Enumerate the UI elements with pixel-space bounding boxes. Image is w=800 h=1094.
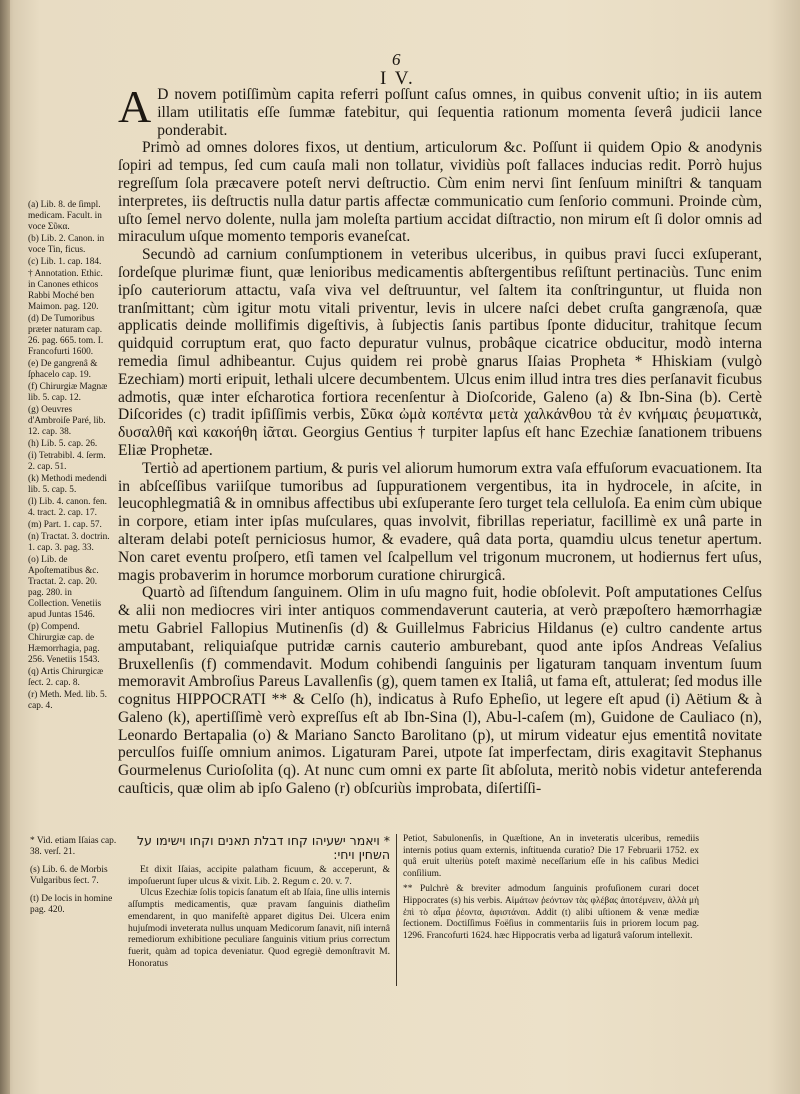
side-note: † Annotation. Ethic. in Canones ethicos Rabbi Moché ben Maimon. pag. 120. xyxy=(28,269,103,312)
footnote-paragraph: ** Pulchrè & breviter admodum ſanguinis profuſionem curari docet Hippocrates (s) his verbis. Αἱμάτων ῥεόντων τὰς φλέβας ἀποτέμνειν, ἀλλὰ μὴ ἐπὶ τὸ αἷμα ῥέοντα, ἀφιστάναι. Addit (t) alibi uſtionem & venæ mediæ ſectionem. Doctiſſimus Foëſius in commentariis ſuis in priorem locum pag. 1296. Francofurti 1624. hæc Hippocratis verba ad ligaturâ vaſorum intellexit. xyxy=(403,884,699,941)
main-text xyxy=(118,81,762,798)
footnote-right-column xyxy=(403,834,699,946)
footnote-margin-notes xyxy=(30,836,122,923)
paragraph-text: D novem potiſſimùm capita referri poſſunt caſus omnes, in quibus convenit uſtio; in iis autem illam utilitatis eſſe ſummæ fatebitur, qui ſequentia rationum momenta ſeverâ judicii lance ponderabit. xyxy=(157,86,762,139)
paragraph: Primò ad omnes dolores fixos, ut dentium, articulorum &c. Poſſunt ii quidem Opio & anodynis ſopiri ad tempus, ſed cum cauſa mali non tollatur, vividiùs poſt fallaces inducias redit. Porrò hujus regreſſum ſola præcavere poteſt nervi deſtructio. Cùm enim nervi ſint ſenſuum miniſtri & tanquam interpretes, iis deſtructis nulla datur partis affectæ communicatio cum ſenſorio communi. Proinde cùm, uſto ſemel nervo dolente, nulla jam moleſta partium accidat diſtractio, non mirum eſt ſi dolor omnis ad miraculum uſque momento temporis evaneſcat. xyxy=(118,139,762,246)
side-note: (c) Lib. 1. cap. 184. xyxy=(28,257,102,267)
drop-cap: A xyxy=(118,81,152,132)
side-note: (d) De Tumoribus præter naturam cap. 26. pag. 665. tom. I. Francofurti 1600. xyxy=(28,314,104,357)
paragraph xyxy=(118,81,762,139)
margin-footnote: (t) De locis in homine pag. 420. xyxy=(30,894,113,915)
side-note: (q) Artis Chirurgicæ ſect. 2. cap. 8. xyxy=(28,667,104,688)
side-note: (r) Meth. Med. lib. 5. cap. 4. xyxy=(28,690,108,711)
margin-footnote: * Vid. etiam Iſaias cap. 38. verſ. 21. xyxy=(30,836,117,857)
side-note: (l) Lib. 4. canon. fen. 4. tract. 2. cap. 17. xyxy=(28,497,107,518)
page-gutter-shadow xyxy=(0,0,10,1094)
side-note: (e) De gangrenâ & ſphacelo cap. 19. xyxy=(28,359,98,380)
column-divider xyxy=(396,834,397,986)
side-note: (m) Part. 1. cap. 57. xyxy=(28,520,102,530)
footnote-left-column xyxy=(128,834,390,969)
side-note: (f) Chirurgiæ Magnæ lib. 5. cap. 12. xyxy=(28,382,108,403)
side-note: (h) Lib. 5. cap. 26. xyxy=(28,439,98,449)
side-note: (k) Methodi medendi lib. 5. cap. 5. xyxy=(28,474,108,495)
side-note: (n) Tractat. 3. doctrin. 1. cap. 3. pag. 33. xyxy=(28,532,110,553)
side-note: (b) Lib. 2. Canon. in voce Tin, ficus. xyxy=(28,234,105,255)
side-notes xyxy=(28,200,112,713)
side-note: (g) Oeuvres d'Ambroiſe Paré, lib. 12. cap. 38. xyxy=(28,405,106,437)
footnote-paragraph: Petiot, Sabulonenſis, in Quæſtione, An in inveteratis ulceribus, remediis internis potius quam externis, inſtituenda curatio? Die 17 Februarii 1752. ex quâ eruit ulteriùs poteſt maximè neceſſarium eſſe in his caſibus Medici conſilium. xyxy=(403,834,699,879)
side-note: (a) Lib. 8. de ſimpl. medicam. Facult. in voce Σῦκα. xyxy=(28,200,102,232)
footnote-translation: Et dixit Iſaias, accipite palatham ficuum, & acceperunt, & impoſuerunt ſuper ulcus & vixit. Lib. 2. Regum c. 20. v. 7. xyxy=(128,864,390,887)
side-note: (o) Lib. de Apoſtematibus &c. Tractat. 2. cap. 20. pag. 280. in Collection. Venetiis apud Juntas 1546. xyxy=(28,555,102,620)
side-note: (p) Compend. Chirurgiæ cap. de Hæmorrhagia, pag. 256. Venetiis 1543. xyxy=(28,622,100,665)
paragraph: Tertiò ad apertionem partium, & puris vel aliorum humorum extra vaſa effuſorum evacuationem. Ita in abſceſſibus variiſque tumoribus ad ſuppurationem vergentibus, ita in hydrocele, in aſcite, in leucophlegmatiâ & in omnibus affectibus ubi exſuperante ſero turget tela celluloſa. Ea enim cùm ubique in corpore, etiam inter ipſas muſculares, quas involvit, fibrillas reperiatur, facillimè ex unâ parte in alteram delabi poteſt perniciosus humor, & evadere, quâ data porta, quamdiu ulcus tenetur apertum. Non caret eventu proſpero, etſi tamen vel ſcalpellum vel trigonum mucronem, ut hodiernus fert uſus, magis probaverim in horumce morborum curatione chirurgicâ. xyxy=(118,459,762,584)
section-number: I V. xyxy=(380,68,415,89)
side-note: (i) Tetrabibl. 4. ſerm. 2. cap. 51. xyxy=(28,451,106,472)
paragraph: Secundò ad carnium conſumptionem in veteribus ulceribus, in quibus pravi ſucci exſuperant, ſordeſque plurimæ fiunt, quæ lenioribus medicamentis abſtergentibus reſiſtunt pertinaciùs. Tunc enim ipſo cauteriorum attactu, vaſa viva vel deſtruuntur, vel ſaltem ita conſtringuntur, ut fluida non tranſmittant; cùm igitur motu vitali priventur, levis in ulcere naſci debet cruſta gangrænoſa, quæ applicatis deinde mollifimis digeſtivis, à ſubjectis ſanis partibus ſponte diducitur, trahitque ſecum quidquid corruptum erat, quo facto depuratur vulnus, probâque cicatrice obducitur, modò interna remedia ſimul adhibeantur. Cujus quidem rei probè gnarus Iſaias Propheta * Hhiskiam (vulgò Ezechiam) morti eripuit, lethali ulcere decumbentem. Ulcus enim illud intra tres dies perſanavit ficubus admotis, quæ inter eſcharotica fortiora recenſentur à Dioſcoride, Galeno (a) & Ibn-Sina (b). Certè Diſcorides (c) tradit ipſiſſimis verbis, Σῦκα ὠμὰ κοπέντα μετὰ χαλκάνθου τὰ ἐν κνήμαις ῥευματικὰ, δυσαλθῆ καὶ κακοήθη ἰᾶται. Georgius Gentius † turpiter lapſus eſt hanc Ezechiæ ſanationem tribuens Eliæ Prophetæ. xyxy=(118,246,762,459)
paragraph: Quartò ad ſiſtendum ſanguinem. Olim in uſu magno fuit, hodie obſolevit. Poſt amputationes Celſus & alii non mediocres viri inter antiquos commendaverunt cauteria, at verò præpoſtero hæmorrhagiæ metu Gabriel Fallopius Mutinenſis (d) & Guillelmus Fabricius Hildanus (e) cultro candente artus amputabant, reliquiaſque putridæ carnis cauterio amburebant, quod ante ipſos Andreas Veſalius Bruxellenſis (f) commendavit. Modum cohibendi ſanguinis per ligaturam tanquam inventum ſuum memoravit Ambroſius Pareus Lavallenſis (g), quem tamen ex Italiâ, ut fama eſt, attulerat; ſed modus ille cognitus HIPPOCRATI ** & Celſo (h), indicatus à Rufo Epheſio, ut legere eſt apud (i) Aëtium & à Galeno (k), apertiſſimè verò expreſſus eſt ab Ibn-Sina (l), Abu-l-caſem (m), Guidone de Cauliaco (n), Leonardo Bertapalia (o) & Mariano Sancto Barolitano (p), ut mirum videatur ejus ementitâ novitate perculſos fuiſſe omnium animos. Ligaturam Parei, utpote ſat imperfectam, diris exagitavit Stephanus Gourmelenus Curioſolita (q). At nunc cum omni ex parte ſit abſoluta, meritò nobis videtur anteferenda cauſticis, quæ olim ab ipſo Galeno (r) obſcuriùs improbata, diſertiſſi- xyxy=(118,584,762,798)
hebrew-quote: * ויאמר ישעיהו קחו דבלת תאנים וקחו וישימו על השחין ויחי: xyxy=(137,833,390,862)
footnote-paragraph: Ulcus Ezechiæ ſolis topicis ſanatum eſt ab Iſaia, ſine ullis internis aſſumptis medicamentis, quæ pravam ſanguinis diatheſim emendarent, in quo manifeſtè apparet digitus Dei. Ulcera enim hujuſmodi inveterata nullus unquam Medicorum ſanavit, niſi internâ remediorum exhibitione peculiare ſanguinis vitium prius correctum fuerit, quàm ad topica deveniatur. Quod egregiè demonſtravit M. Honoratus xyxy=(128,887,390,969)
page-number: 6 xyxy=(392,50,401,69)
margin-footnote: (s) Lib. 6. de Morbis Vulgaribus ſect. 7. xyxy=(30,865,108,886)
